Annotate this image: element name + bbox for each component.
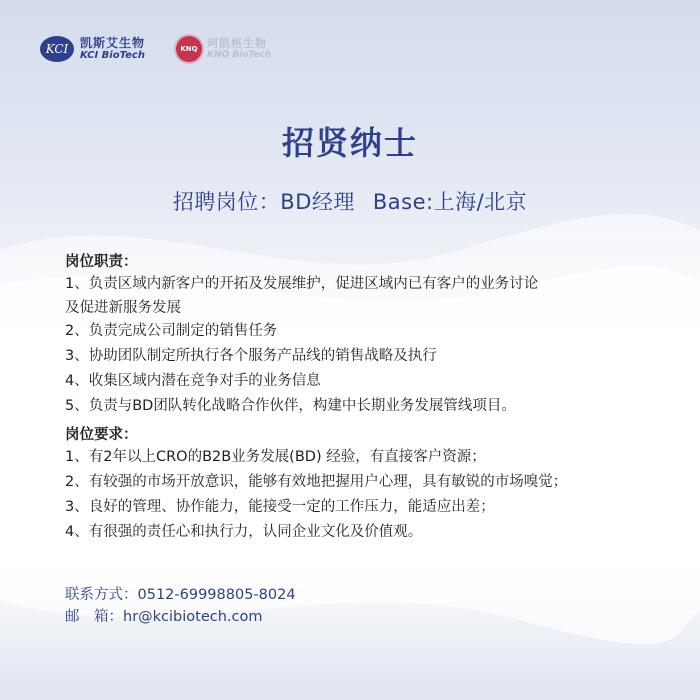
knq-logo-en: KNQ BioTech	[207, 50, 272, 60]
page-title: 招贤纳士	[281, 124, 418, 162]
subtitle-base: Base:上海/北京	[372, 190, 528, 214]
duty-item: 3、协助团队制定所执行各个服务产品线的销售战略及执行	[65, 348, 437, 364]
contact-block	[65, 584, 296, 628]
requirements-heading: 岗位要求：	[65, 427, 138, 443]
knq-logo-mark: KNQ	[176, 36, 202, 62]
kci-logo	[40, 36, 145, 62]
requirement-item: 2、有较强的市场开放意识，能够有效地把握用户心理，具有敏锐的市场嗅觉；	[65, 474, 568, 490]
duties-heading: 岗位职责：	[65, 254, 138, 270]
footer-wave-decoration	[0, 560, 700, 700]
duty-item: 5、负责与BD团队转化战略合作伙伴，构建中长期业务发展管线项目。	[65, 398, 516, 414]
duty-item: 4、收集区域内潜在竞争对手的业务信息	[65, 373, 321, 389]
kci-logo-en: KCI BioTech	[80, 50, 145, 61]
knq-logo-cn: 珂凯格生物	[207, 37, 267, 50]
knq-logo	[176, 36, 271, 62]
kci-logo-cn: 凯斯艾生物	[80, 36, 146, 50]
duty-item: 2、负责完成公司制定的销售任务	[65, 323, 278, 339]
contact-phone: 联系方式：0512-69998805-8024	[65, 587, 296, 603]
requirement-item: 4、有很强的责任心和执行力，认同企业文化及价值观。	[65, 524, 423, 540]
subtitle-position: 招聘岗位：BD经理	[172, 190, 355, 214]
requirement-item: 1、有2年以上CRO的B2B业务发展(BD) 经验，有直接客户资源；	[65, 449, 486, 465]
job-content	[65, 252, 665, 545]
subtitle	[0, 186, 700, 216]
contact-email[interactable]: 邮 箱：hr@kcibiotech.com	[65, 609, 263, 625]
kci-logo-mark: KCI	[40, 36, 74, 62]
requirement-item: 3、良好的管理、协作能力，能接受一定的工作压力，能适应出差；	[65, 499, 495, 515]
duty-item: 1、负责区域内新客户的开拓及发展维护，促进区域内已有客户的业务讨论	[65, 276, 539, 292]
duty-item: 及促进新服务发展	[65, 300, 181, 316]
